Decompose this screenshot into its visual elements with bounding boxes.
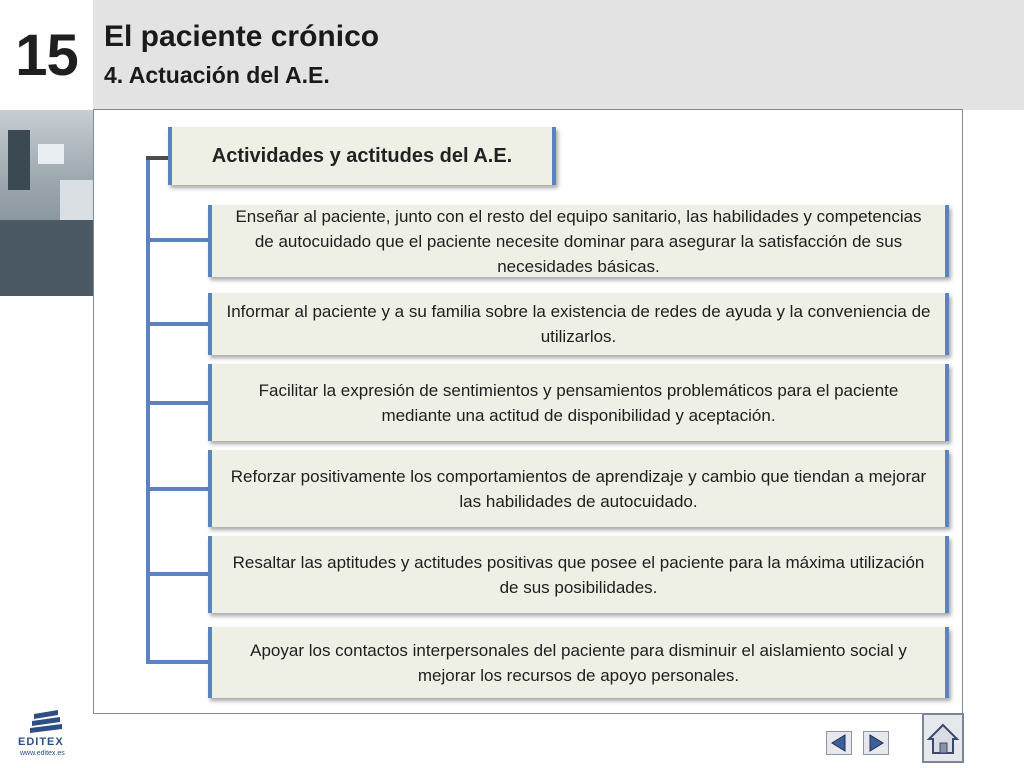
diagram-branch — [150, 660, 208, 664]
activity-item: Informar al paciente y a su familia sobre la existencia de redes de ayuda y la conveniencia de utilizarlos. — [208, 293, 949, 355]
diagram-heading: Actividades y actitudes del A.E. — [168, 127, 556, 185]
editex-logo-icon — [14, 708, 78, 738]
header-band — [0, 0, 1024, 110]
diagram-branch — [150, 322, 208, 326]
activity-item: Enseñar al paciente, junto con el resto del equipo sanitario, las habilidades y competencias de autocuidado que el paciente necesite dominar para asegurar la satisfacción de sus necesidades básicas. — [208, 205, 949, 277]
next-button[interactable] — [863, 731, 889, 755]
activity-item: Apoyar los contactos interpersonales del paciente para disminuir el aislamiento social y mejorar los recursos de apoyo personales. — [208, 627, 949, 698]
chapter-box — [0, 0, 93, 110]
chapter-number: 15 — [15, 23, 78, 88]
diagram-branch — [150, 401, 208, 405]
activity-item: Facilitar la expresión de sentimientos y pensamientos problemáticos para el paciente mediante una actitud de disponibilidad y aceptación. — [208, 364, 949, 441]
diagram-branch — [150, 572, 208, 576]
logo-url: www.editex.es — [20, 750, 65, 757]
diagram-head-connector — [146, 156, 170, 160]
page-subtitle: 4. Actuación del A.E. — [104, 62, 330, 88]
diagram-branch — [150, 487, 208, 491]
diagram-trunk-line — [146, 156, 150, 664]
home-button[interactable] — [922, 713, 964, 763]
triangle-left-icon — [827, 732, 851, 754]
house-icon — [924, 715, 962, 761]
activity-item: Resaltar las aptitudes y actitudes positivas que posee el paciente para la máxima utilización de sus posibilidades. — [208, 536, 949, 613]
logo-name: EDITEX — [18, 736, 64, 748]
page-title: El paciente crónico — [104, 20, 380, 53]
previous-button[interactable] — [826, 731, 852, 755]
hospital-photo — [0, 110, 93, 296]
activity-item: Reforzar positivamente los comportamientos de aprendizaje y cambio que tiendan a mejorar las habilidades de autocuidado. — [208, 450, 949, 527]
diagram-branch — [150, 238, 208, 242]
triangle-right-icon — [864, 732, 888, 754]
